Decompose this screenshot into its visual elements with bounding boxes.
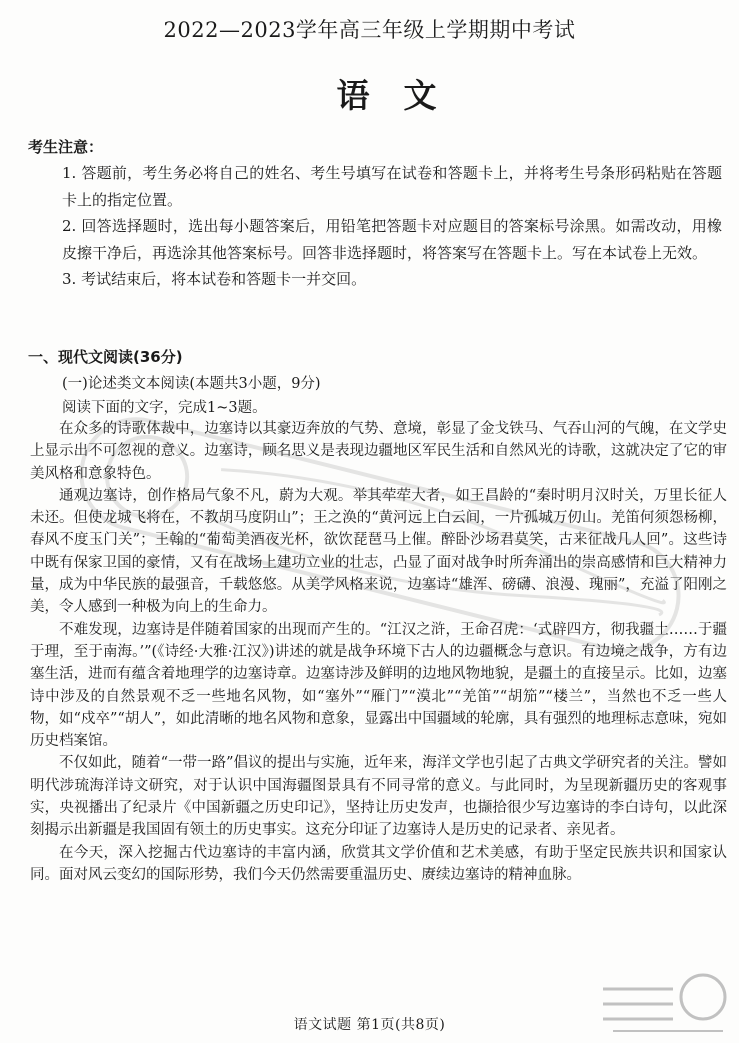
passage-paragraph: 通观边塞诗，创作格局气象不凡，蔚为大观。举其荦荦大者，如王昌龄的“秦时明月汉时关，万里长征人未还。但使龙城飞将在，不教胡马度阴山”；王之涣的“黄河远上白云间，一片孤城万仞山。羌笛何须怨杨柳，春风不度玉门关”；王翰的“葡萄美酒夜光杯，欲饮琵琶马上催。醉卧沙场君莫笑，古来征战几人回”。这些诗中既有保家卫国的豪情，又有在战场上建功立业的壮志，凸显了面对战争时所奔涌出的崇高感情和巨大精神力量，成为中华民族的最强音，千载悠悠。从美学风格来说，边塞诗“雄浑、磅礴、浪漫、瑰丽”，充溢了阳刚之美，令人感到一种极为向上的生命力。 [30, 487, 727, 616]
notice-item: 3. 考试结束后，将本试卷和答题卡一并交回。 [62, 270, 367, 288]
passage-paragraph: 在今天，深入挖掘古代边塞诗的丰富内涵，欣赏其文学价值和艺术美感，有助于坚定民族共识和国家认同。面对风云变幻的国际形势，我们今天仍然需要重温历史、赓续边塞诗的精神血脉。 [30, 844, 727, 883]
reading-instruction: 阅读下面的文字，完成1~3题。 [62, 400, 267, 416]
exam-title: 2022—2023学年高三年级上学期期中考试 [163, 18, 576, 42]
notice-list [62, 160, 722, 293]
passage-paragraph: 在众多的诗歌体裁中，边塞诗以其豪迈奔放的气势、意境，彰显了金戈铁马、气吞山河的气魄，在文学史上显示出不可忽视的意义。边塞诗，顾名思义是表现边疆地区军民生活和自然风光的诗歌，这就决定了它的审美风格和意象特色。 [30, 421, 727, 482]
subject-title: 语文 [336, 76, 471, 115]
passage-paragraph: 不难发现，边塞诗是伴随着国家的出现而产生的。“江汉之浒，王命召虎：‘式辟四方，彻我疆土……于疆于理，至于南海。’”(《诗经·大雅·江汉》)讲述的就是战争环境下古人的边疆概念与意识。有边境之战争，方有边塞生活，进而有蕴含着地理学的边塞诗章。边塞诗涉及鲜明的边地风物地貌，是疆土的直接呈示。比如，边塞诗中涉及的自然景观不乏一些地名风物，如“塞外”“雁门”“漠北”“羌笛”“胡笳”“楼兰”，当然也不乏一些人物，如“戍卒”“胡人”，如此清晰的地名风物和意象，显露出中国疆域的轮廓，具有强烈的地理标志意味，宛如历史档案馆。 [30, 621, 727, 750]
notice-item: 2. 回答选择题时，选出每小题答案后，用铅笔把答题卡对应题目的答案标号涂黑。如需改动，用橡皮擦干净后，再选涂其他答案标号。回答非选择题时，将答案写在答题卡上。写在本试卷上无效。 [62, 217, 722, 262]
sub-section-heading: (一)论述类文本阅读(本题共3小题，9分) [62, 376, 321, 392]
notice-heading: 考生注意： [28, 138, 104, 156]
notice-item: 1. 答题前，考生务必将自己的姓名、考生号填写在试卷和答题卡上，并将考生号条形码粘贴在答题卡上的指定位置。 [62, 164, 722, 209]
page-footer: 语文试题 第1页(共8页) [293, 1017, 446, 1033]
passage-paragraph: 不仅如此，随着“一带一路”倡议的提出与实施，近年来，海洋文学也引起了古典文学研究者的关注。譬如明代涉琉海洋诗文研究，对于认识中国海疆图景具有不同寻常的意义。与此同时，为呈现新疆历史的客观事实，央视播出了纪录片《中国新疆之历史印记》，坚持让历史发声，也撷拾很少写边塞诗的李白诗句，以此深刻揭示出新疆是我国固有领土的历史事实。这充分印证了边塞诗人是历史的记录者、亲见者。 [30, 755, 727, 839]
section-heading: 一、现代文阅读(36分) [28, 348, 183, 366]
reading-passage [30, 418, 727, 886]
